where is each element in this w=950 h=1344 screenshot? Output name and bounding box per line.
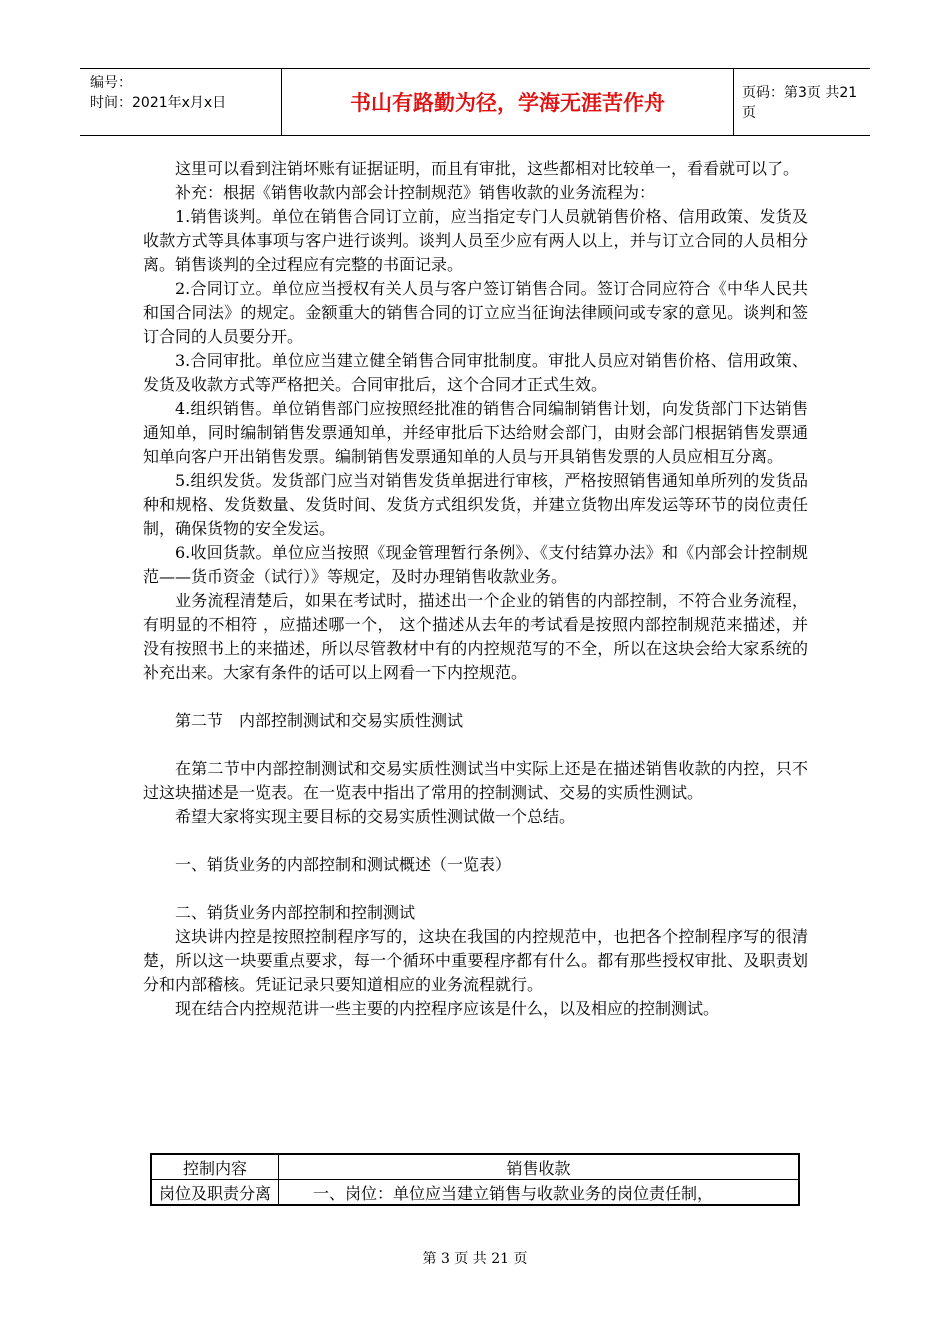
page-header <box>80 68 870 136</box>
paragraph: 4.组织销售。单位销售部门应按照经批准的销售合同编制销售计划，向发货部门下达销售通知单，同时编制销售发票通知单，并经审批后下达给财会部门，由财会部门根据销售发票通知单向客户开出销售发票。编制销售发票通知单的人员与开具销售发票的人员应相互分离。 <box>143 399 808 466</box>
table-row <box>151 1180 799 1206</box>
header-meta <box>80 69 282 135</box>
heading-two: 二、销货业务内部控制和控制测试 <box>175 903 416 922</box>
paragraph: 这里可以看到注销坏账有证据证明，而且有审批，这些都相对比较单一，看看就可以了。 <box>175 159 800 178</box>
paragraph: 6.收回货款。单位应当按照《现金管理暂行条例》、《支付结算办法》和《内部会计控制规范——货币资金（试行）》等规定，及时办理销售收款业务。 <box>143 543 808 586</box>
number-label: 编号： <box>90 75 132 91</box>
table-cell: 一、岗位：单位应当建立销售与收款业务的岗位责任制， <box>279 1180 800 1206</box>
section-title: 第二节 内部控制测试和交易实质性测试 <box>175 711 464 730</box>
paragraph: 补充：根据《销售收款内部会计控制规范》销售收款的业务流程为： <box>175 183 656 202</box>
paragraph: 2.合同订立。单位应当授权有关人员与客户签订销售合同。签订合同应符合《中华人民共和国合同法》的规定。金额重大的销售合同的订立应当征询法律顾问或专家的意见。谈判和签订合同的人员要分开。 <box>143 279 808 346</box>
table-cell: 岗位及职责分离 <box>151 1180 279 1206</box>
paragraph: 3.合同审批。单位应当建立健全销售合同审批制度。审批人员应对销售价格、信用政策、发货及收款方式等严格把关。合同审批后，这个合同才正式生效。 <box>143 351 808 394</box>
paragraph: 在第二节中内部控制测试和交易实质性测试当中实际上还是在描述销售收款的内控，只不过这块描述是一览表。在一览表中指出了常用的控制测试、交易的实质性测试。 <box>143 759 808 802</box>
table-header-cell: 销售收款 <box>279 1154 800 1180</box>
header-motto: 书山有路勤为径，学海无涯苦作舟 <box>282 69 734 135</box>
page-footer: 第 3 页 共 21 页 <box>422 1251 528 1267</box>
paragraph: 希望大家将实现主要目标的交易实质性测试做一个总结。 <box>175 807 576 826</box>
control-table <box>150 1153 800 1206</box>
table-header-cell: 控制内容 <box>151 1154 279 1180</box>
paragraph: 现在结合内控规范讲一些主要的内控程序应该是什么，以及相应的控制测试。 <box>175 999 720 1018</box>
paragraph: 这块讲内控是按照控制程序写的，这块在我国的内控规范中，也把各个控制程序写的很清楚，所以这一块要重点要求，每一个循环中重要程序都有什么。都有那些授权审批、及职责划分和内部稽核。凭证记录只要知道相应的业务流程就行。 <box>143 927 808 994</box>
document-body <box>143 157 808 1021</box>
time-label: 时间：2021年x月x日 <box>90 95 227 111</box>
heading-one: 一、销货业务的内部控制和测试概述（一览表） <box>175 855 512 874</box>
header-page-label: 页码：第3页 共21页 <box>742 85 858 121</box>
paragraph: 业务流程清楚后，如果在考试时，描述出一个企业的销售的内部控制，不符合业务流程， 有明显的不相符 ，应描述哪一个， 这个描述从去年的考试看是按照内部控制规范来描述，并没有按照书上的来描述，所以尽管教材中有的内控规范写的不全，所以在这块会给大家系统的补充出来。大家有条件的话可以上网看一下内控规范。 <box>143 591 808 682</box>
paragraph: 1.销售谈判。单位在销售合同订立前，应当指定专门人员就销售价格、信用政策、发货及收款方式等具体事项与客户进行谈判。谈判人员至少应有两人以上，并与订立合同的人员相分离。销售谈判的全过程应有完整的书面记录。 <box>143 207 808 274</box>
paragraph: 5.组织发货。发货部门应当对销售发货单据进行审核，严格按照销售通知单所列的发货品种和规格、发货数量、发货时间、发货方式组织发货，并建立货物出库发运等环节的岗位责任制，确保货物的安全发运。 <box>143 471 808 538</box>
table-header-row <box>151 1154 799 1180</box>
